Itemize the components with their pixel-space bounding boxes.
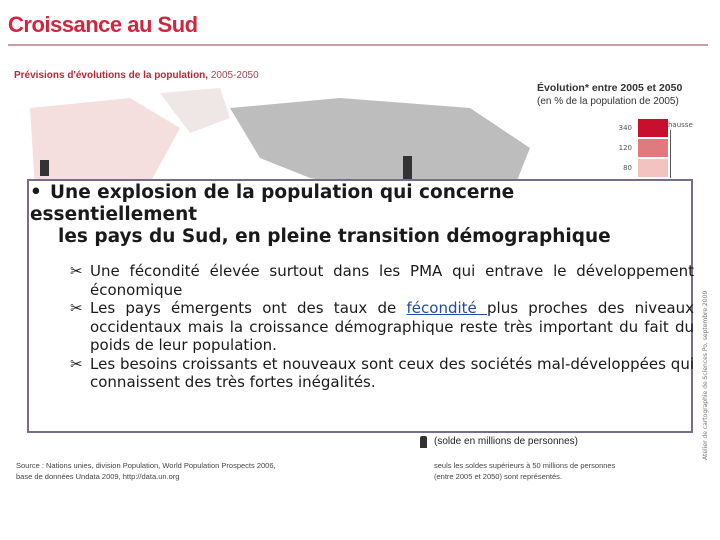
sub-bullet-item xyxy=(70,299,694,355)
legend-subtitle: (en % de la population de 2005) xyxy=(537,96,679,107)
threshold-note-line: (entre 2005 et 2050) sont représentés. xyxy=(434,472,562,482)
sub-bullet-list xyxy=(70,262,694,392)
scissors-icon: ✂ xyxy=(70,299,83,317)
scissors-icon: ✂ xyxy=(70,262,83,280)
main-bullet-line1: Une explosion de la population qui concerne essentiellement xyxy=(30,182,515,225)
legend-swatch xyxy=(638,119,668,137)
legend-trend-label: hausse xyxy=(668,121,693,129)
legend-arrow-icon xyxy=(670,130,671,178)
bullet-icon: • xyxy=(30,182,42,203)
legend-title: Évolution* entre 2005 et 2050 xyxy=(537,82,683,94)
map-subtitle-main: Prévisions d'évolutions de la population, xyxy=(14,70,209,81)
sub-bullet-text-start: Les pays émergents ont des taux de xyxy=(90,299,407,317)
legend-value: 340 xyxy=(618,124,632,132)
legend-swatch xyxy=(638,139,668,157)
source-line: base de données Undata 2009, http://data.un.org xyxy=(16,472,180,482)
slide-title: Croissance au Sud xyxy=(8,12,198,37)
sub-bullet-text: Les besoins croissants et nouveaux sont ceux des sociétés mal-développées qui connaissent des très fortes inégalités. xyxy=(90,354,694,391)
legend-swatch xyxy=(638,159,668,177)
map-subtitle xyxy=(14,70,259,81)
solde-label: (solde en millions de personnes) xyxy=(434,436,578,447)
source-line: Source : Nations unies, division Population, World Population Prospects 2006, xyxy=(16,461,276,470)
legend-row xyxy=(608,158,668,178)
population-marker-icon xyxy=(420,436,427,448)
sub-bullet-text: Une fécondité élevée surtout dans les PMA qui entrave le développement économique xyxy=(90,262,694,299)
population-marker-americas xyxy=(40,160,49,176)
legend-value: 120 xyxy=(618,144,632,152)
fecondite-link[interactable]: fécondité xyxy=(406,299,487,317)
population-marker-asia xyxy=(403,156,412,180)
legend-scale xyxy=(608,118,668,178)
sub-bullet-item xyxy=(70,355,694,392)
credit-line: Atelier de cartographie de Sciences Po, septembre 2009 xyxy=(702,290,709,460)
source-note xyxy=(16,460,276,483)
sub-bullet-text-end: plus proches des niveaux occidentaux mais la croissance démographique reste très important du fait du poids de leur population. xyxy=(90,299,694,354)
threshold-note xyxy=(434,460,615,483)
title-divider xyxy=(8,44,708,46)
sub-bullet-item xyxy=(70,262,694,299)
legend-row xyxy=(608,118,668,138)
threshold-note-line: seuls les soldes supérieurs à 50 millions de personnes xyxy=(434,461,616,470)
legend-value: 80 xyxy=(623,164,632,172)
main-bullet xyxy=(30,182,670,248)
scissors-icon: ✂ xyxy=(70,354,83,373)
main-bullet-line2: les pays du Sud, en pleine transition démographique xyxy=(58,226,611,247)
map-subtitle-years: 2005-2050 xyxy=(210,70,259,81)
legend-row xyxy=(608,138,668,158)
